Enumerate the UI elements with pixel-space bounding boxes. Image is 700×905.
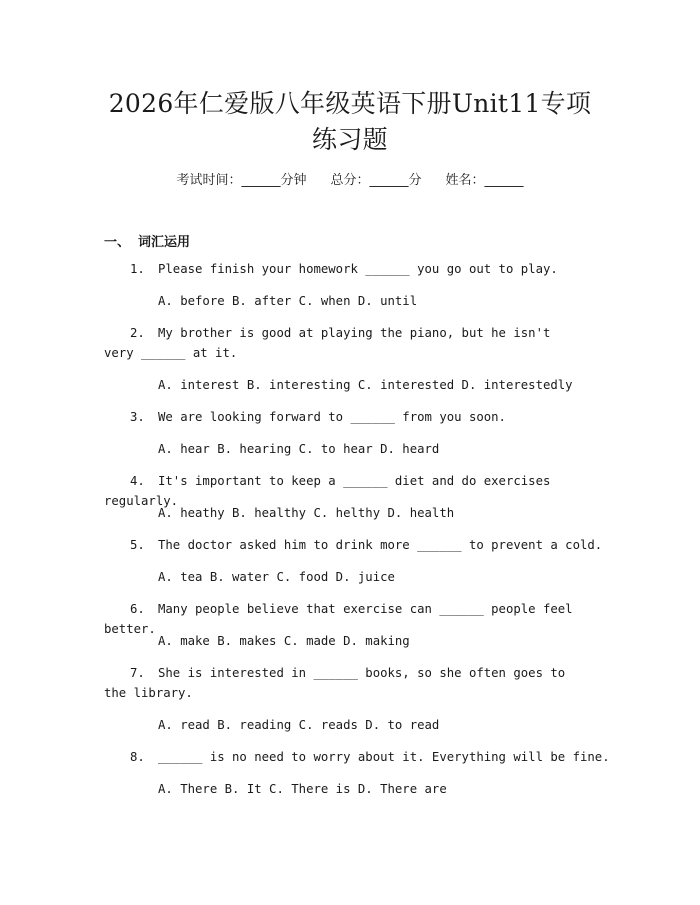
question-number: 1. — [130, 262, 145, 276]
question-2-options: A. interest B. interesting C. interested D. interestedly — [158, 378, 573, 392]
section-heading — [104, 231, 190, 250]
question-7-options: A. read B. reading C. reads D. to read — [158, 718, 440, 732]
exam-time-field: 考试时间：______分钟 — [176, 173, 307, 188]
question-3 — [104, 407, 604, 427]
question-5 — [104, 535, 604, 555]
question-2 — [104, 323, 574, 363]
question-1 — [104, 259, 604, 279]
document-title-line-2: 练习题 — [312, 125, 388, 154]
exam-info-bar — [0, 169, 700, 188]
question-number: 7. — [130, 666, 145, 680]
question-1-options: A. before B. after C. when D. until — [158, 294, 418, 308]
question-5-options: A. tea B. water C. food D. juice — [158, 570, 395, 584]
question-number: 4. — [130, 474, 145, 488]
question-text: We are looking forward to ______ from you soon. — [158, 410, 506, 424]
section-title: 词汇运用 — [138, 235, 191, 250]
question-8 — [104, 747, 624, 767]
student-name-field: 姓名：______ — [445, 173, 524, 188]
question-number: 6. — [130, 602, 145, 616]
question-text: My brother is good at playing the piano, but he isn't very ______ at it. — [104, 326, 551, 360]
question-text: Many people believe that exercise can ______ people feel better. — [104, 602, 573, 636]
question-number: 2. — [130, 326, 145, 340]
question-4-options: A. heathy B. healthy C. helthy D. health — [158, 506, 455, 520]
question-number: 8. — [130, 750, 145, 764]
question-3-options: A. hear B. hearing C. to hear D. heard — [158, 442, 440, 456]
question-text: She is interested in ______ books, so she often goes to the library. — [104, 666, 566, 700]
question-6-options: A. make B. makes C. made D. making — [158, 634, 410, 648]
question-text: It's important to keep a ______ diet and do exercises regularly. — [104, 474, 551, 508]
total-score-field: 总分：______分 — [330, 173, 422, 188]
question-number: 5. — [130, 538, 145, 552]
question-text: The doctor asked him to drink more ______ to prevent a cold. — [158, 538, 603, 552]
section-number: 一、 — [104, 235, 131, 250]
question-text: Please finish your homework ______ you go out to play. — [158, 262, 558, 276]
document-title-line-1: 2026年仁爱版八年级英语下册Unit11专项 — [108, 89, 592, 118]
question-8-options: A. There B. It C. There is D. There are — [158, 782, 447, 796]
question-number: 3. — [130, 410, 145, 424]
question-7 — [104, 663, 584, 703]
question-text: ______ is no need to worry about it. Everything will be fine. — [158, 750, 610, 764]
